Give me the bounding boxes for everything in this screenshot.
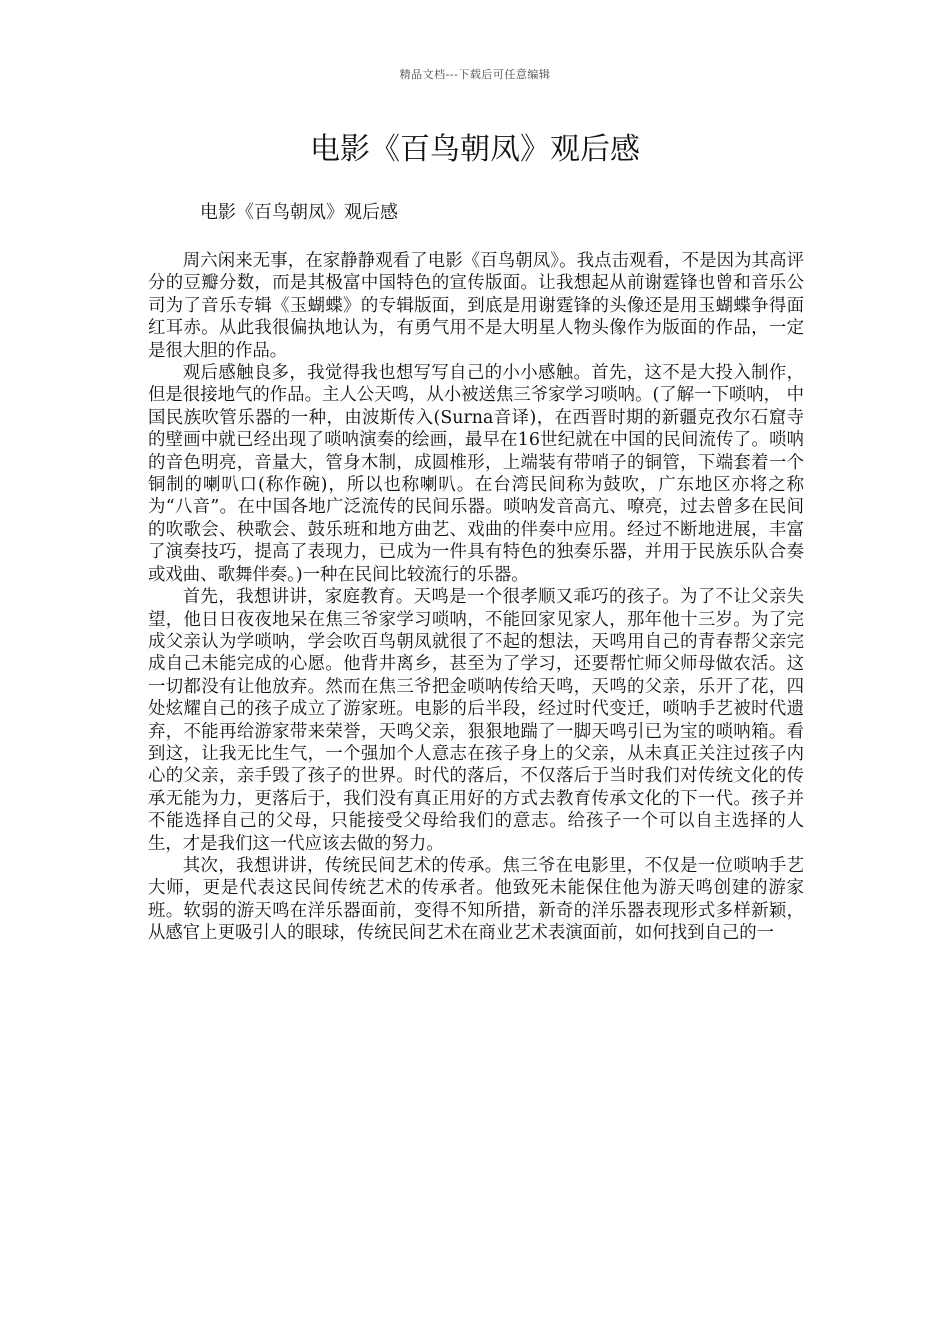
document-body [148,250,804,945]
paragraph: 首先，我想讲讲，家庭教育。天鸣是一个很孝顺又乖巧的孩子。为了不让父亲失望，他日日夜夜地呆在焦三爷家学习唢呐，不能回家见家人，那年他十三岁。为了完成父亲认为学唢呐，学会吹百鸟朝凤就很了不起的想法，天鸣用自己的青春帮父亲完成自己未能完成的心愿。他背井离乡，甚至为了学习，还要帮忙师父师母做农活。这一切都没有让他放弃。然而在焦三爷把金唢呐传给天鸣，天鸣的父亲，乐开了花，四处炫耀自己的孩子成立了游家班。电影的后半段，经过时代变迁，唢呐手艺被时代遗弃，不能再给游家带来荣誉，天鸣父亲，狠狠地踹了一脚天鸣引已为宝的唢呐箱。看到这，让我无比生气，一个强加个人意志在孩子身上的父亲，从未真正关注过孩子内心的父亲，亲手毁了孩子的世界。时代的落后，不仅落后于当时我们对传统文化的传承无能为力，更落后于，我们没有真正用好的方式去教育传承文化的下一代。孩子并不能选择自己的父母，只能接受父母给我们的意志。给孩子一个可以自主选择的人生，才是我们这一代应该去做的努力。 [148,587,804,854]
paragraph: 观后感触良多，我觉得我也想写写自己的小小感触。首先，这不是大投入制作，但是很接地气的作品。主人公天鸣，从小被送焦三爷家学习唢呐。(了解一下唢呐， 中国民族吹管乐器的一种，由波斯传入(Surna音译)，在西晋时期的新疆克孜尔石窟寺的壁画中就已经出现了唢呐演奏的绘画，最早在16世纪就在中国的民间流传了。唢呐的音色明亮，音量大，管身木制，成圆椎形，上端装有带哨子的铜管，下端套着一个铜制的喇叭口(称作碗)，所以也称喇叭。在台湾民间称为鼓吹，广东地区亦将之称为“八音”。在中国各地广泛流传的民间乐器。唢呐发音高亢、嘹亮，过去曾多在民间的吹歌会、秧歌会、鼓乐班和地方曲艺、戏曲的伴奏中应用。经过不断地进展，丰富了演奏技巧，提高了表现力，已成为一件具有特色的独奏乐器，并用于民族乐队合奏或戏曲、歌舞伴奏。)一种在民间比较流行的乐器。 [148,363,804,585]
document-title: 电影《百鸟朝凤》观后感 [310,132,640,167]
paragraph: 其次，我想讲讲，传统民间艺术的传承。焦三爷在电影里，不仅是一位唢呐手艺大师，更是代表这民间传统艺术的传承者。他致死未能保住他为游天鸣创建的游家班。软弱的游天鸣在洋乐器面前，变得不知所措，新奇的洋乐器表现形式多样新颖，从感官上更吸引人的眼球，传统民间艺术在商业艺术表演面前，如何找到自己的一 [148,855,804,944]
paragraph: 周六闲来无事，在家静静观看了电影《百鸟朝凤》。我点击观看，不是因为其高评分的豆瓣分数，而是其极富中国特色的宣传版面。让我想起从前谢霆锋也曾和音乐公司为了音乐专辑《玉蝴蝶》的专辑版面，到底是用谢霆锋的头像还是用玉蝴蝶争得面红耳赤。从此我很偏执地认为，有勇气用不是大明星人物头像作为版面的作品，一定是很大胆的作品。 [148,251,804,361]
document-subtitle: 电影《百鸟朝凤》观后感 [200,202,398,223]
header-note: 精品文档---下载后可任意编辑 [399,68,551,81]
